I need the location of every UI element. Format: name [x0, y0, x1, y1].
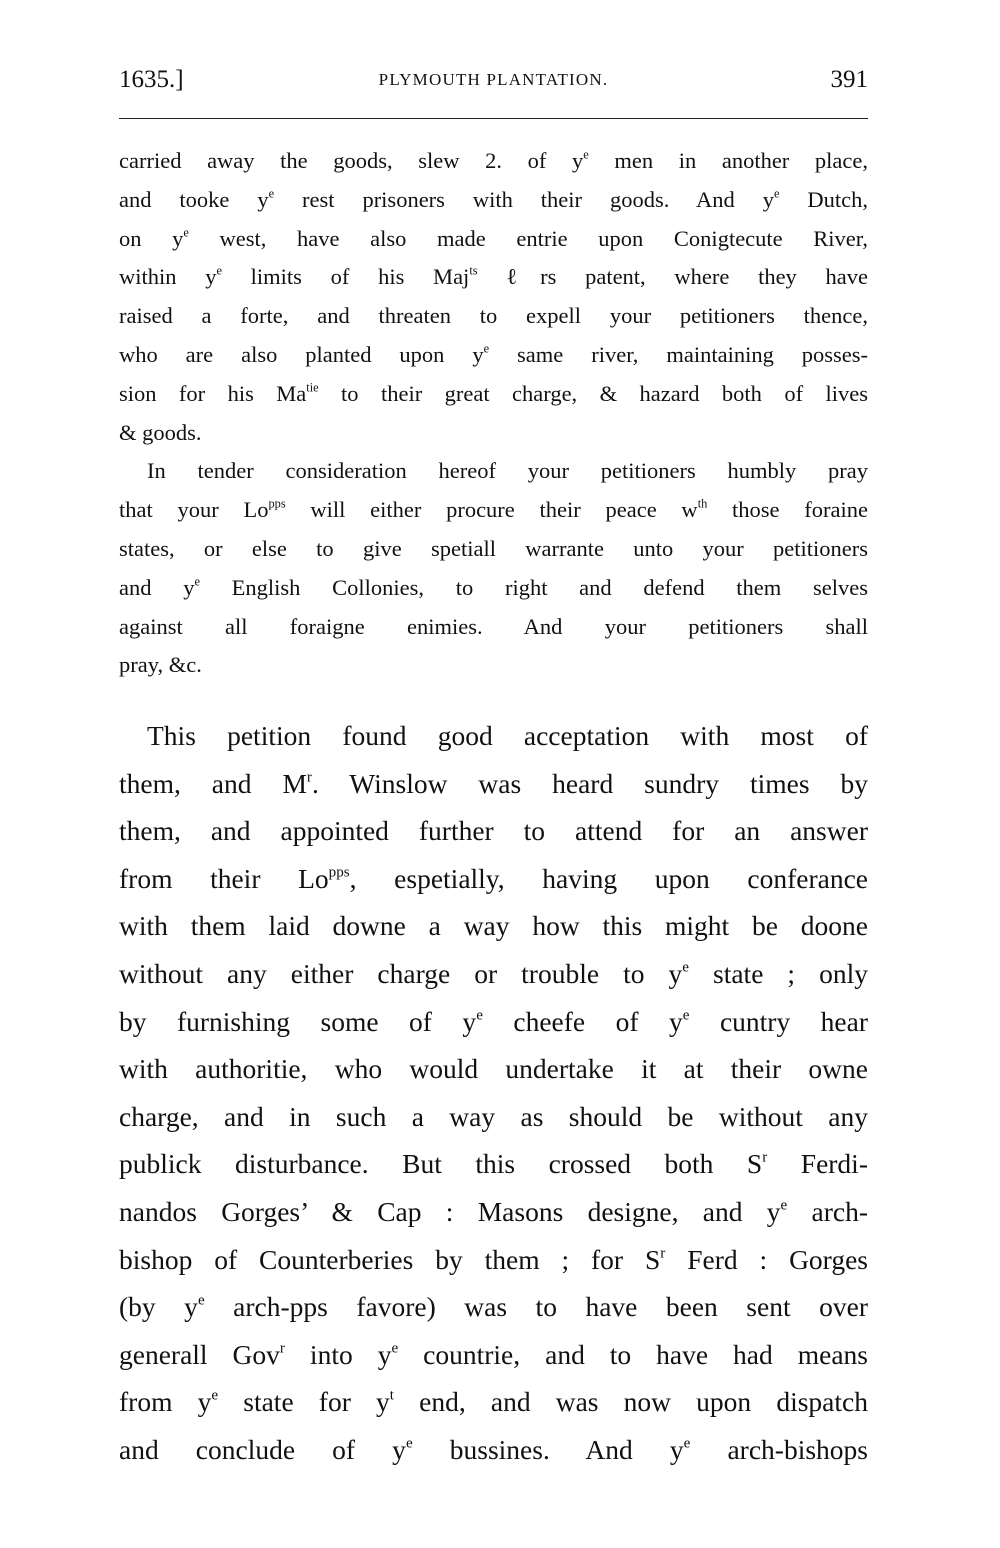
- text-line: that your $Lo^{pps}$ will either procure their peace $w^{th}$ those foraine: [119, 496, 868, 523]
- quoted-petition: [119, 142, 868, 685]
- text-line: them, and $M^r$. Winslow was heard sundry times by: [119, 767, 868, 799]
- superscript-abbreviation: ts: [469, 264, 478, 279]
- superscript-abbreviation: e: [197, 1292, 205, 1309]
- text-line: against all foraigne enimies. And your petitioners shall: [119, 613, 868, 639]
- text-line: and tooke $y^e$ rest prisoners with their goods. And $y^e$ Dutch,: [119, 186, 868, 212]
- text-line: without any either charge or trouble to $y^e$ state ; only: [119, 957, 868, 989]
- text-line: carried away the goods, slew 2. of $y^e$ men in another place,: [119, 147, 868, 173]
- text-line: pray, &c.: [119, 652, 202, 678]
- superscript-abbreviation: e: [268, 186, 275, 201]
- running-head-title: PLYMOUTH PLANTATION.: [378, 70, 609, 89]
- superscript-abbreviation: e: [405, 1435, 413, 1452]
- text-line: with authoritie, who would undertake it at their owne: [119, 1053, 868, 1085]
- running-head: [119, 60, 868, 100]
- superscript-abbreviation: e: [391, 1340, 399, 1357]
- text-line: & goods.: [119, 419, 202, 445]
- superscript-abbreviation: r: [762, 1150, 768, 1166]
- text-line: bishop of Counterberies by them ; for $S^r$ Ferd : Gorges: [119, 1243, 868, 1275]
- text-line: sion for his $Ma^{tie}$ to their great charge, & hazard both of lives: [119, 380, 868, 406]
- superscript-abbreviation: r: [279, 1340, 285, 1357]
- superscript-abbreviation: pps: [268, 496, 286, 511]
- superscript-abbreviation: e: [682, 959, 689, 976]
- page-number: 391: [830, 66, 868, 93]
- text-line: generall Gov$^r$ into $y^e$ countrie, and to have had means: [119, 1338, 868, 1370]
- text-line: by furnishing some of $y^e$ cheefe of $y^e$ cuntry hear: [119, 1005, 869, 1037]
- text-line: charge, and in such a way as should be without any: [119, 1100, 868, 1132]
- text-line: In tender consideration hereof your petitioners humbly pray: [147, 458, 868, 484]
- text-line: and $y^e$ English Collonies, to right and defend them selves: [119, 574, 868, 600]
- text-line: raised a forte, and threaten to expell your petitioners thence,: [119, 303, 868, 329]
- superscript-abbreviation: e: [780, 1197, 788, 1214]
- superscript-abbreviation: t: [389, 1387, 394, 1404]
- text-line: nandos Gorges’ & Cap : Masons designe, and $y^e$ arch-: [119, 1195, 868, 1227]
- narrative-paragraph: [119, 712, 868, 1474]
- superscript-abbreviation: r: [660, 1245, 666, 1262]
- text-line: and conclude of $y^e$ bussines. And $y^e$ arch-bishops: [119, 1433, 868, 1465]
- text-line: from their $Lo^{pps}$, espetially, having upon conferance: [119, 862, 868, 894]
- text-line: publick disturbance. But this crossed both $S^r$ Ferdi-: [119, 1148, 868, 1180]
- text-line: from $y^e$ state for $y^t$ end, and was now upon dispatch: [119, 1386, 868, 1418]
- text-line: within $y^e$ limits of his Maj$^{ts}$ ℓrs patent, where they have: [119, 264, 868, 290]
- running-head-year: 1635.]: [119, 66, 184, 93]
- text-line: states, or else to give spetiall warrante unto your petitioners: [119, 535, 868, 561]
- header-rule: [119, 118, 868, 119]
- superscript-abbreviation: e: [216, 264, 222, 279]
- superscript-abbreviation: pps: [328, 864, 350, 881]
- superscript-abbreviation: r: [306, 769, 312, 786]
- superscript-abbreviation: e: [583, 147, 589, 162]
- superscript-abbreviation: e: [183, 225, 189, 240]
- superscript-abbreviation: e: [211, 1387, 219, 1404]
- superscript-abbreviation: e: [194, 574, 200, 589]
- text-line: (by $y^e$ arch-pps favore) was to have been sent over: [119, 1291, 868, 1323]
- text-line: who are also planted upon $y^e$ same river, maintaining posses-: [119, 341, 869, 367]
- superscript-abbreviation: e: [773, 186, 780, 201]
- superscript-abbreviation: tie: [306, 380, 319, 395]
- superscript-abbreviation: e: [682, 1007, 690, 1024]
- text-line: on $y^e$ west, have also made entrie upon Conigtecute River,: [119, 225, 869, 251]
- superscript-abbreviation: e: [476, 1007, 483, 1024]
- text-line: them, and appointed further to attend for an answer: [119, 815, 868, 847]
- text-line: with them laid downe a way how this might be doone: [119, 910, 868, 942]
- text-line: This petition found good acceptation with most of: [147, 720, 868, 751]
- superscript-abbreviation: th: [697, 496, 708, 511]
- superscript-abbreviation: e: [683, 1435, 691, 1452]
- superscript-abbreviation: e: [483, 341, 490, 356]
